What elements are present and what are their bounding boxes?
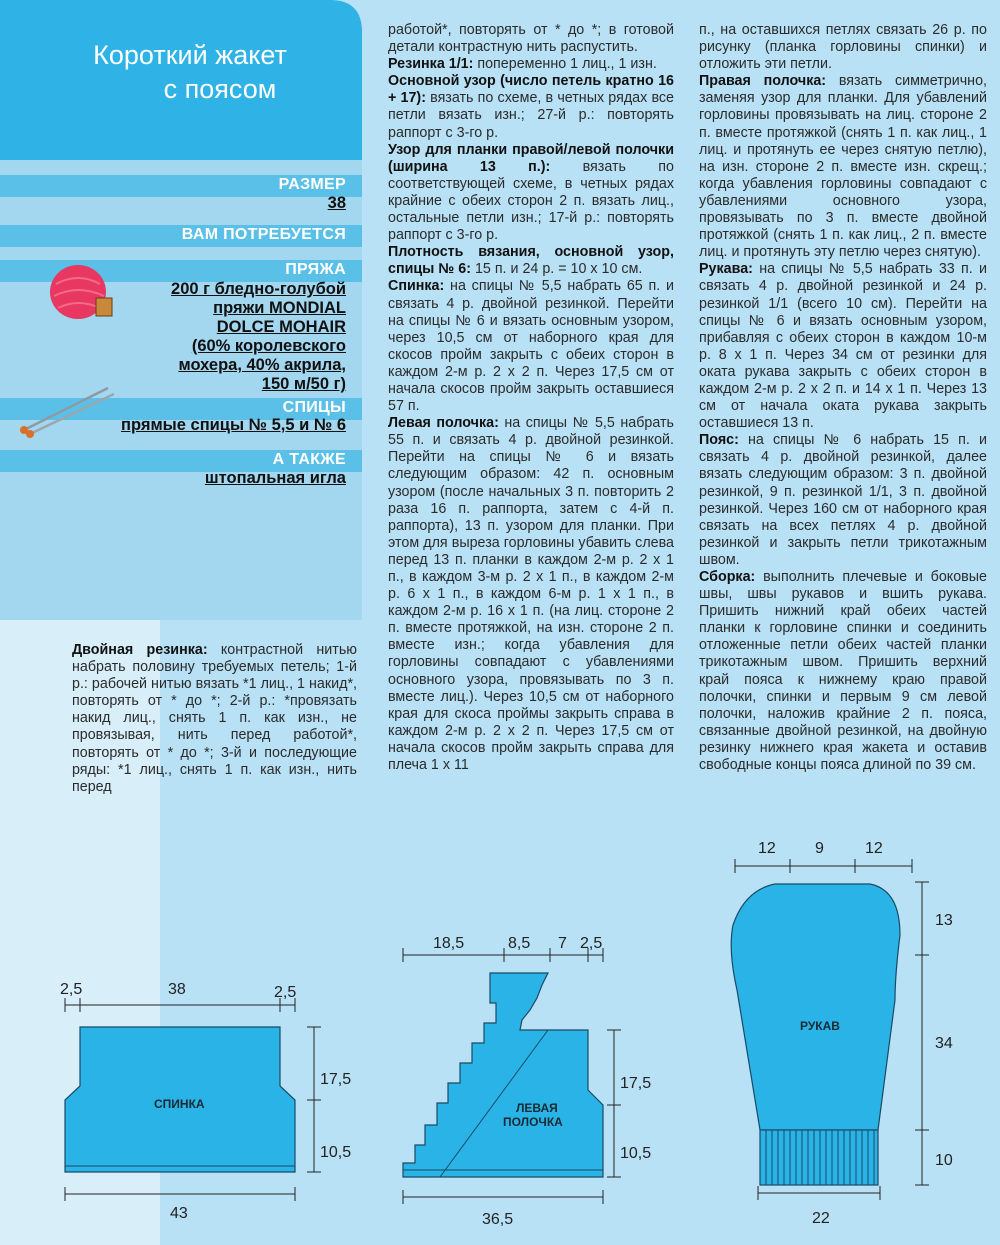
back-dim-top-1: 2,5 [60,981,83,998]
needles-label: СПИЦЫ [282,399,346,416]
yarn-label: ПРЯЖА [285,261,346,278]
text-double-rib: контрастной нитью набрать половину требуемых петель; 1-й р.: рабочей нитью вязать *1 лиц., 1 накид*, повторять от * до *; 2-й р.: *провязать накид лиц., снять 1 п. как изн., не провязывая, нить перед работой*, повторять от * до *; 3-й и последующие ряды: *1 лиц., снять 1 п. как изн., нить перед [72,642,357,795]
front-dim-right-1: 17,5 [620,1075,652,1092]
paragraph-gauge [388,244,674,278]
front-dim-bottom: 36,5 [482,1211,514,1228]
back-dim-top-3: 2,5 [274,984,297,1001]
size-band [0,175,362,197]
paragraph-belt [699,432,987,569]
yarn-line: 150 м/50 г) [261,375,346,393]
heading-belt: Пояс: [699,432,739,449]
back-dim-top-2: 38 [168,981,186,998]
paragraph-continuation-3: п., на оставшихся петлях связать 26 р. по рисунку (планка горловины спинки) и отложить эти петли. [699,22,987,73]
sleeve-dim-top-3: 12 [865,840,883,857]
sleeve-dim-right-2: 34 [935,1035,953,1052]
also-label: А ТАКЖЕ [272,451,346,468]
size-value: 38 [327,194,346,212]
yarn-line: DOLCE MOHAIR [216,318,346,336]
front-dim-top-4: 2,5 [580,935,603,952]
front-dim-top-3: 7 [558,935,567,952]
yarn-line: 200 г бледно-голубой [171,280,346,298]
paragraph-double-rib [72,642,357,796]
text-column-3 [699,22,987,774]
text-left-front: на спицы № 5,5 набрать 55 п. и связать 4 р. двойной резинкой. Перейти на спицы № 6 и вязать следующим образом: 42 п. основным узором (после начальных 3 п. повторить 2 раза 16 п. раппорта, затем с 4-й п. раппорта), 13 п. узором для планки. При этом для выреза горловины убавить слева перед 13 п. планки в каждом 2-м р. 2 x 1 п., в каждом 3-м р. 2 x 1 п., в каждом 2-м р. 6 x 1 п., в каждом 6-м р. 1 x 1 п., в каждом 2-м р. 16 x 1 п. (на лиц. стороне 2 п. вместе протяжкой, на изн. стороне 2 п. вместе изн.; когда убавления для горловины совпадают с убавлениями основного узора, провязывать по 3 п. вместе лиц.). Через 10,5 см от наборного края для скоса проймы закрыть справа в каждом 2-м р. 2 x 2 п. Через 17,5 см от начала скосов пройм закрыть справа для плеча 1 x 11 [388,415,674,774]
paragraph-right-front [699,73,987,261]
text-gauge: 15 п. и 24 р. = 10 x 10 см. [470,261,643,278]
heading-rib: Резинка 1/1: [388,56,474,73]
text-rib: попеременно 1 лиц., 1 изн. [473,56,657,73]
pattern-diagrams [0,820,1000,1245]
text-column-1 [72,642,357,796]
sleeve-dim-top-2: 9 [815,840,824,857]
sleeve-dim-right-1: 13 [935,912,953,929]
yarn-line: (60% королевского [191,337,346,355]
back-dim-right-1: 17,5 [320,1071,352,1088]
size-label: РАЗМЕР [278,176,346,193]
sleeve-dim-bottom: 22 [812,1210,830,1227]
also-value: штопальная игла [204,469,346,487]
heading-left-front: Левая полочка: [388,415,499,432]
heading-back: Спинка: [388,278,445,295]
heading-main-pattern: Основной узор (число петель кратно 16 + 17): [388,73,674,107]
front-piece-label-2: ПОЛОЧКА [503,1115,563,1129]
materials-block [0,170,362,620]
front-dim-top-1: 18,5 [433,935,465,952]
heading-gauge: Плотность вязания, основной узор, спицы № 6: [388,244,674,278]
text-main-pattern: вязать по схеме, в четных рядах все петли вязать изн.; 27-й р.: повторять раппорт с 3-го р. [388,90,674,141]
sleeve-dim-right-3: 10 [935,1152,953,1169]
yarn-line: мохера, 40% акрила, [178,356,346,374]
paragraph-rib [388,56,674,73]
article-title [60,38,320,106]
sleeve-piece-label: РУКАВ [800,1019,840,1033]
paragraph-continuation: работой*, повторять от * до *; в готовой детали контрастную нить распустить. [388,22,674,56]
text-column-2 [388,22,674,774]
heading-assembly: Сборка: [699,569,756,585]
paragraph-back [388,278,674,415]
front-dim-top-2: 8,5 [508,935,531,952]
paragraph-assembly [699,569,987,774]
knitting-needles-icon [16,380,116,438]
yarn-line: пряжи MONDIAL [213,299,346,317]
paragraph-sleeves [699,261,987,432]
back-dim-right-2: 10,5 [320,1144,352,1161]
heading-double-rib: Двойная резинка: [72,642,208,658]
text-belt: на спицы № 6 набрать 15 п. и связать 4 р. двойной резинкой, далее вязать следующим образом: 3 п. двойной резинкой, 9 п. резинкой 1/1, 3 п. двойной резинкой. Через 160 см от наборного края связать на всех петлях 4 р. двойной резинкой и закрыть петли трикотажным швом. [699,432,987,568]
text-sleeves: на спицы № 5,5 набрать 33 п. и связать 4 р. двойной резинкой и 24 р. резинкой 1/1 (всего 10 см). Перейти на спицы № 6 и вязать основным узором, прибавляя с обеих сторон в каждом 10-м р. 8 x 1 п. Через 34 см от резинки для оката рукава закрыть с обеих сторон в каждом 2-м р. 2 x 2 п. и 14 x 1 п. Через 13 см от начала оката рукава закрыть оставшиеся 13 п. [699,261,987,432]
back-dim-bottom: 43 [170,1205,188,1222]
heading-right-front: Правая полочка: [699,73,827,90]
yarn-description [171,280,346,394]
sleeve-piece-shape [731,884,900,1130]
back-piece-label: СПИНКА [154,1097,205,1111]
needles-value: прямые спицы № 5,5 и № 6 [121,416,346,434]
heading-sleeves: Рукава: [699,261,753,278]
need-band [0,225,362,247]
sleeve-dim-top-1: 12 [758,840,776,857]
paragraph-main-pattern [388,73,674,141]
paragraph-band-pattern [388,142,674,245]
left-front-piece-shape [403,973,603,1177]
text-back: на спицы № 5,5 набрать 65 п. и связать 4 р. двойной резинкой. Перейти на спицы № 6 и вязать основным узором, через 10,5 см от наборного края для скосов пройм закрыть с обеих сторон в каждом 2-м р. 2 x 2 п. Через 17,5 см от начала скосов пройм закрыть оставшиеся 57 п. [388,278,674,415]
front-piece-label-1: ЛЕВАЯ [516,1101,558,1115]
title-line-1: Короткий жакет [93,40,287,70]
yarn-ball-icon [46,262,118,324]
title-line-2: с поясом [163,74,277,104]
front-dim-right-2: 10,5 [620,1145,652,1162]
paragraph-left-front [388,415,674,774]
text-band-pattern: вязать по соответствующей схеме, в четных рядах крайние с обеих сторон 2 п. вязать лиц., остальные петли изн.; 17-й р.: повторять раппорт с 3-го р. [388,158,674,244]
text-right-front: вязать симметрично, заменяя узор для планки. Для убавлений горловины провязывать на лиц. стороне 2 п. вместе протяжкой (снять 1 п. как лиц., 1 лиц. и протянуть ее через снятую петлю), на изн. стороне 2 п. вместе изн. скрещ.; когда убавления горловины совпадают с убавлениями основного узора, провязывать по 3 п. вместе двойной протяжкой (снять 1 п. как лиц., 2 п. вместе лиц. и протянуть эту петлю через снятую). [699,73,987,261]
need-label: ВАМ ПОТРЕБУЕТСЯ [181,226,346,243]
heading-band-pattern: Узор для планки правой/левой полочки (ширина 13 п.): [388,141,674,175]
text-assembly: выполнить плечевые и боковые швы, швы рукавов и вшить рукава. Пришить нижний край обеих частей планки к горловине спинки и соединить отложенные петли обеих частей планки трикотажным швом. Пришить верхний край пояса к нижнему краю правой полочки, спинки и первым 9 см левой полочки, наложив крайние 2 п. пояса, связанные двойной резинкой, на двойную резинку нижнего края жакета и оставив свободные концы пояса длиной по 39 см. [699,569,987,774]
